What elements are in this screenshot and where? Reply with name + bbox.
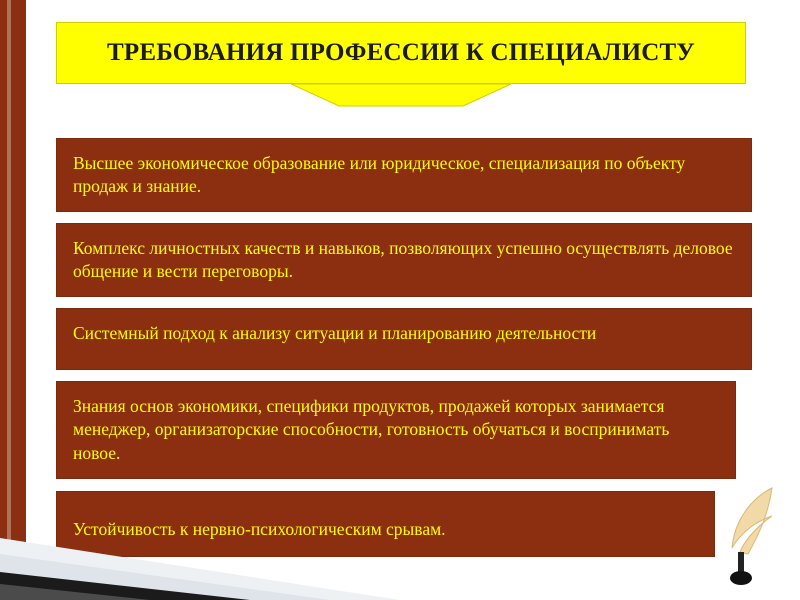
title-banner [56,22,746,108]
list-item [56,308,752,370]
list-item [56,381,736,478]
page-title: ТРЕБОВАНИЯ ПРОФЕССИИ К СПЕЦИАЛИСТУ [107,39,695,66]
title-box [56,22,746,84]
requirement-stress-resistance: Устойчивость к нервно-психологическим срывам. [73,518,446,539]
requirement-systems-approach: Системный подход к анализу ситуации и планированию деятельности [73,323,597,344]
requirement-personal-qualities: Комплекс личностных качеств и навыков, позволяющих успешно осуществлять деловое общение и вести переговоры. [73,238,733,282]
quill-icon [714,482,784,592]
list-item [56,138,752,212]
requirements-list [56,138,752,567]
banner-tail-shape [56,84,746,108]
requirement-education: Высшее экономическое образование или юридическое, специализация по объекту продаж и знание. [73,153,686,197]
list-item [56,223,752,297]
bottom-band-decoration [0,510,800,600]
requirement-economics-knowledge: Знания основ экономики, специфики продуктов, продажей которых занимается менеджер, организаторские способности, готовность обучаться и воспринимать новое. [73,396,670,463]
